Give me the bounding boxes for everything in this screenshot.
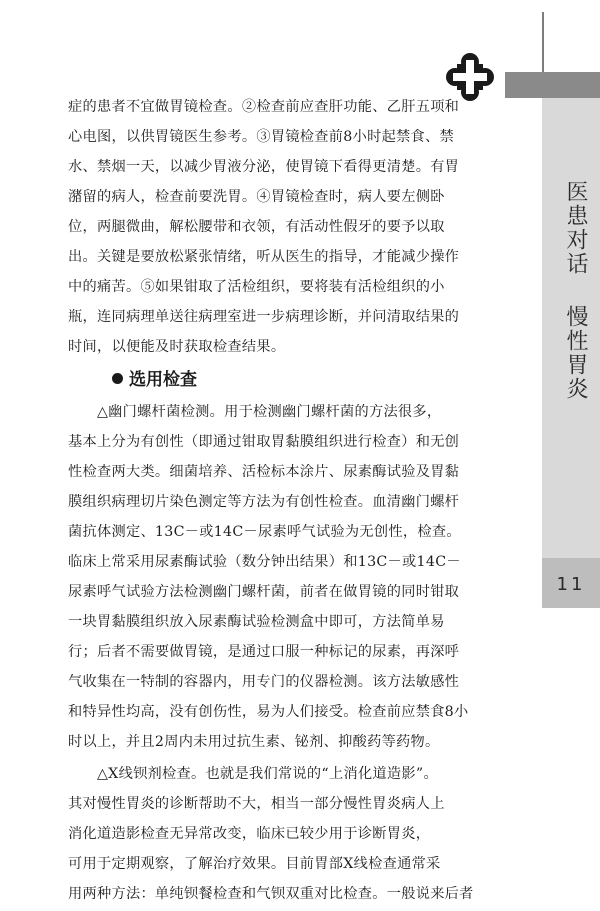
page-body bbox=[68, 92, 534, 911]
bullet-icon bbox=[112, 373, 123, 384]
paragraph-hp-test: △幽门螺杆菌检测。用于检测幽门螺杆菌的方法很多， 基本上分为有创性（即通过钳取胃黏膜组织进行检查）和无创 性检查两大类。细菌培养、活检标本涂片、尿素酶试验及胃黏 膜组织病理切片染色测定等方法为有创性检查。血清幽门螺杆 菌抗体测定、13C－或14C－尿素呼气试验为无创性，检查。 临床上常采用尿素酶试验（数分钟出结果）和13C－或14C－ 尿素呼气试验方法检测幽门螺杆菌，前者在做胃镜的同时钳取 一块胃黏膜组织放入尿素酶试验检测盒中即可，方法简单易 行；后者不需要做胃镜，是通过口服一种标记的尿素，再深呼 气收集在一特制的容器内，用专门的仪器检测。该方法敏感性 和特异性均高，没有创伤性，易为人们接受。检查前应禁食8小 时以上，并且2周内未用过抗生素、铋剂、抑酸药等药物。 bbox=[68, 404, 469, 750]
section-heading bbox=[68, 364, 534, 396]
section-heading-text: 选用检查 bbox=[129, 370, 197, 390]
paragraph-endoscopy-precautions: 症的患者不宜做胃镜检查。②检查前应查肝功能、乙肝五项和 心电图，以供胃镜医生参考。③胃镜检查前8小时起禁食、禁 水、禁烟一天，以减少胃液分泌，使胃镜下看得更清楚。有胃 潴留的病人，检查前要洗胃。④胃镜检查时，病人要左侧卧 位，两腿微曲，解松腰带和衣领，有活动性假牙的要予以取 出。关键是要放松紧张情绪，听从医生的指导，才能减少操作 中的痛苦。⑤如果钳取了活检组织，要将装有活检组织的小 瓶，连同病理单送往病理室进一步病理诊断，并问清取结果的 时间，以便能及时获取检查结果。 bbox=[68, 99, 460, 355]
book-title: 慢性胃炎 bbox=[563, 305, 588, 401]
paragraph-xray-barium: △X线钡剂检查。也就是我们常说的“上消化道造影”。 其对慢性胃炎的诊断帮助不大，相当一部分慢性胃炎病人上 消化道造影检查无异常改变，临床已较少用于诊断胃炎， 可用于定期观察，了解治疗效果。目前胃部X线检查通常采 用两种方法：单纯钡餐检查和气钡双重对比检查。一般说来后者 bbox=[68, 766, 474, 902]
page-number: 11 bbox=[556, 574, 586, 595]
section-title: 医患对话 bbox=[563, 180, 588, 276]
